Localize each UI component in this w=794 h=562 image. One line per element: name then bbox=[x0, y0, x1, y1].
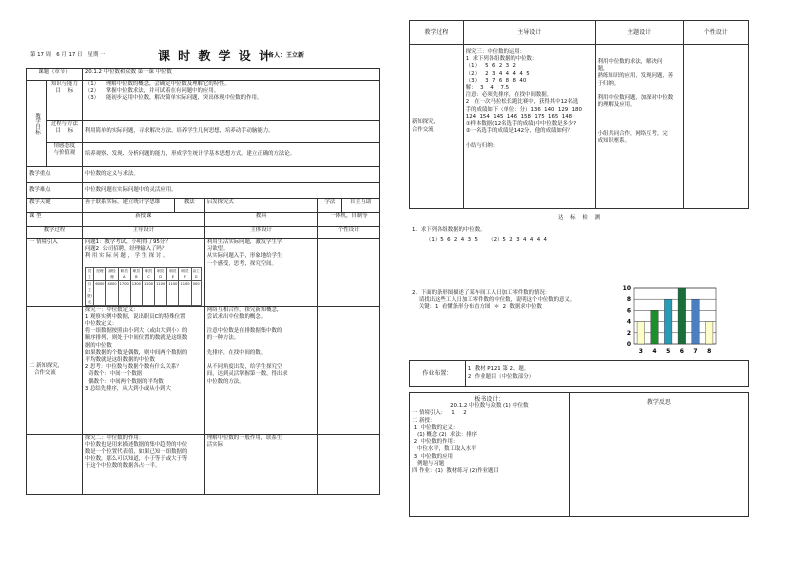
goal-value-2: 利用简单的实际问题，寻求解决方法，培养学生几何思想，培养动手动脑能力。 bbox=[82, 121, 379, 143]
hard-label: 教学难点 bbox=[27, 183, 83, 199]
exercise-1-items: （1）5 6 2 4 3 5 （2）5 2 3 4 4 4 4 bbox=[426, 237, 547, 243]
col-subject: 主体设计 bbox=[204, 227, 318, 239]
goal-label-2: 过程与方法 目 标 bbox=[46, 121, 82, 143]
bar-chart bbox=[620, 282, 720, 360]
col-process: 教学过程 bbox=[27, 227, 83, 239]
y-tick-label: 10 bbox=[622, 285, 631, 292]
key2-value: 善于联系实际，建立统计学思维 bbox=[82, 199, 174, 213]
salary-value-cell: 月工资/元 bbox=[87, 281, 92, 304]
homework-table bbox=[409, 360, 749, 387]
col-main: 主导设计 bbox=[82, 227, 204, 239]
sec2b-sub: 理解中位数的一般作用，联系生 活实际 bbox=[204, 434, 318, 494]
chart-bar bbox=[664, 299, 672, 344]
salary-header-cell: 副经理 bbox=[106, 267, 118, 280]
sec2-sub: 网络互相合作，探究新知概念， 尝试求出中位数的概念。 注意中位数是在排数据集中数的 的一种方法。 先排序，在找中间的数。 从不同角度出发，给学生探究空 间，达到灵活掌握第一数，得出求 中位数的方法。 bbox=[204, 306, 318, 434]
sec2-main: 探究一：中位数定义： 1 观察实例中数据，说出职员C的特殊位置 中位数定义： 将一组数据按照由小到大（或由大到小）的 顺序排列，则处于中间位置的数就是这组数 据的中位数 如果数据的个数是偶数，则中间两个数据的 平均数就是这组数据的中位数 2 思考：中位数与数据个数有什么关系？ 奇数个：中间一个数据 偶数个：中间两个数据的平均数 3 总结先排序，从大到小或从小到大 bbox=[82, 306, 204, 434]
y-tick-label: 8 bbox=[626, 296, 631, 304]
sec1-label: 一 情境引入 bbox=[27, 239, 83, 307]
goal-label-3: 情感态度 与价值观 bbox=[46, 143, 82, 167]
salary-value-cell: 1300 bbox=[130, 280, 142, 305]
lesson-value: 20.1.2 中位数和众数 第一课 中位数 bbox=[82, 69, 379, 81]
header-line: 第 17 周 6 月 17 日 星期 一 bbox=[30, 52, 106, 58]
col-personal: 个性设计 bbox=[318, 227, 380, 239]
lesson-label: 课题（章节） bbox=[27, 69, 83, 81]
sec2-label: 二 新知探究， 合作交流 bbox=[27, 306, 83, 434]
r-sec-label: 新知探究， 合作交流 bbox=[410, 45, 464, 209]
x-tick-label: 3 bbox=[638, 348, 643, 355]
salary-header-cell: 员工 bbox=[85, 267, 94, 280]
x-tick-label: 7 bbox=[693, 348, 698, 355]
sec2b-main: 探究二：中位数的作用： 中位数也是用来描述数据的集中趋势的中位 数是一个位置代表值，如果已知一组数据的 中位数，那么可以知道，小于等于或大于等 于这个中位数的数据各占一半。 bbox=[82, 434, 204, 494]
y-tick-label: 0 bbox=[626, 341, 631, 348]
chart-bar bbox=[651, 310, 659, 344]
goal-label-1: 知识与能力 目 标 bbox=[46, 81, 82, 121]
salary-value-cell: 1100 bbox=[179, 280, 191, 305]
author: 主备人：王立新 bbox=[262, 52, 305, 59]
sec1-main bbox=[82, 239, 204, 307]
r-sub-text: 利用中位数的求法，解决问 题， 熟练知识的应用，发现问题，善 于归纳。 利用中位数问题，加深对中位数 的理解及应用。 小组共同合作，网络互考，完 成知识框系。 bbox=[595, 45, 683, 209]
board-title: 板书设计： bbox=[474, 396, 505, 403]
hard-value: 中位数问题在实际问题中的灵活应用。 bbox=[82, 183, 379, 199]
y-tick-label: 6 bbox=[626, 307, 631, 315]
exercise-2: 2．下面的条形图描述了某车间工人日加工零件数的情况： 请找出这些工人日加工零件数的中位数，说明这个中位数的意义。 关键：1 看懂条形分布直方图 ＊ 2 数据求中位数 bbox=[412, 290, 576, 311]
salary-header-cell: 职员F bbox=[179, 267, 191, 280]
salary-header-cell: 职员D bbox=[155, 267, 167, 280]
salary-header-cell: 经理 bbox=[94, 267, 106, 280]
method-value: 启发探究式 bbox=[204, 199, 318, 213]
r-main-text: 探究三：中位数的运用： 1 求下列各组数据的中位数： （1） 5 6 2 3 2 （2） 2 3 4 4 4 4 5 （3） 3 7 6 8 8 40 解： 3 4 7.5 注意：必须先排序，在找中间数据。 2 在一次马拉松长跑比赛中，获得其中12名选 手的成绩如下（单位：分）136 140 129 180 124 154 145 146 158 175 165 148 ①样本数据(12名选手的成绩)中中位数是多少? ②一名选手的成绩是142分，他的成绩如何？ 小结与归纳： bbox=[463, 45, 595, 209]
exercise-1: 1．求下列各组数据的中位数。 bbox=[412, 227, 486, 233]
tools-value: 一体机，自制等 bbox=[318, 213, 380, 227]
r-col-personal: 个性设计 bbox=[683, 21, 748, 45]
key2-label: 教学关键 bbox=[27, 199, 83, 213]
salary-header-cell: 职员C bbox=[142, 267, 154, 280]
chart-bar bbox=[705, 322, 713, 344]
x-tick-label: 4 bbox=[652, 348, 657, 355]
board-table bbox=[409, 392, 749, 517]
salary-value-cell: 6000 bbox=[94, 280, 106, 305]
type-value: 新授课 bbox=[82, 213, 204, 227]
chart-bar bbox=[637, 322, 645, 344]
salary-value-cell: 4000 bbox=[106, 280, 118, 305]
homework-label: 作业布置： bbox=[410, 361, 466, 387]
salary-header-cell: 杂工G bbox=[192, 268, 200, 279]
x-tick-label: 6 bbox=[679, 348, 684, 355]
lesson-plan-table bbox=[26, 68, 380, 495]
goal-value-1: （1） 理解中位数的概念，会确定中位数及理解它的特性。 （2） 掌握中位数求法，并可试着在有问题中的应用。 （3） 能初步运用中位数，解决简单实际问题，突出体现中位数的作用。 bbox=[82, 81, 379, 121]
salary-value-cell: 1100 bbox=[167, 280, 179, 305]
right-process-table bbox=[409, 20, 749, 209]
goal-label: 教学目标 bbox=[27, 81, 47, 167]
board-text: 一 情境引入： 1 2 二 新授： 1 中位数的定义： (1) 概念 (2) 求法：排序 2 中位数的作用： 中位水平，数工取入水平 3 中位数的应用 例题与习题 四 作业：(1) 教材练习 (2)作业题目 bbox=[412, 410, 499, 475]
sec1-main-text: 问题1：教学考试，小明得了95分？ 问题2 公司招聘，经理输入了吗？ 利 用 实 际 问 题 ， 学 生 探 讨 。 bbox=[84, 239, 171, 260]
salary-header-cell: 职员E bbox=[167, 267, 179, 280]
x-tick-label: 8 bbox=[707, 348, 712, 355]
homework-text: 1 教材 P121 第 2、题。 2 作业题目（中位数部分） bbox=[465, 361, 748, 387]
type-label: 课 型 bbox=[27, 213, 83, 227]
salary-header-cell: 职员A bbox=[118, 267, 130, 280]
method-label: 教法 bbox=[174, 199, 204, 213]
goal-value-3: 培养观察、发现、分析问题的能力，形成学生统计学基本思想方式，建立正确的方法论。 bbox=[82, 143, 379, 167]
salary-value-cell: 1700 bbox=[118, 280, 130, 305]
study-value: 自主互助 bbox=[342, 199, 380, 213]
study-label: 学法 bbox=[318, 199, 342, 213]
y-tick-label: 2 bbox=[626, 329, 631, 337]
board-sub: 20.1.2 中位数与众数 (1) 中位数 bbox=[450, 403, 529, 410]
salary-header-cell: 职员B bbox=[130, 267, 142, 280]
r-col-main: 主导设计 bbox=[463, 21, 595, 45]
r-col-subject: 主题设计 bbox=[595, 21, 683, 45]
salary-value-cell: 1200 bbox=[142, 280, 154, 305]
chart-bar bbox=[692, 299, 700, 344]
reflection-label: 教学反思 bbox=[569, 393, 748, 517]
salary-value-cell: 1100 bbox=[155, 280, 167, 305]
key-label: 教学重点 bbox=[27, 167, 83, 183]
r-col-process: 教学过程 bbox=[410, 21, 464, 45]
y-tick-label: 4 bbox=[626, 318, 631, 326]
chart-frame bbox=[634, 288, 716, 344]
key-value: 中位数的定义与求法。 bbox=[82, 167, 379, 183]
page-title: 课 时 教 学 设 计 bbox=[158, 49, 273, 63]
exercise-title: 达 标 检 测 bbox=[557, 215, 601, 221]
x-tick-label: 5 bbox=[666, 348, 671, 355]
salary-table bbox=[85, 267, 202, 306]
tools-label: 教具 bbox=[204, 213, 318, 227]
sec1-sub: 利用生活实际问题，激发学生学 习欲望。 从实际问题入手，形象地给学生 一个感受，思考，探究空间。 bbox=[204, 239, 318, 307]
chart-bar bbox=[678, 288, 686, 344]
salary-value-cell: 500 bbox=[191, 280, 201, 305]
